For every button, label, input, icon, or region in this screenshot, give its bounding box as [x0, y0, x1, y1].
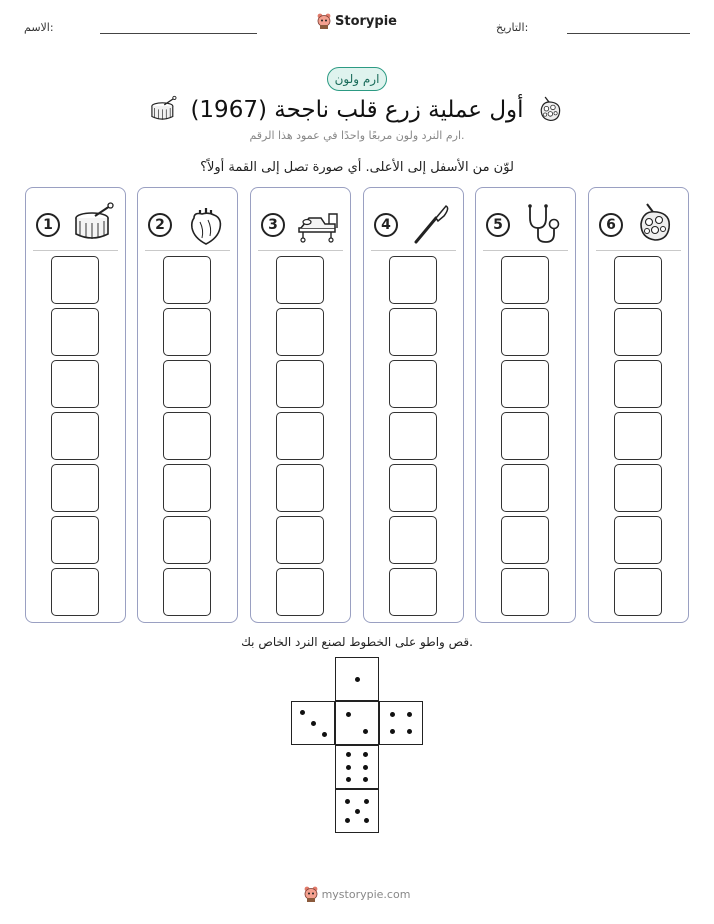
column-divider [145, 250, 230, 251]
drum-icon [148, 95, 178, 125]
color-square[interactable] [389, 360, 437, 408]
color-square[interactable] [51, 360, 99, 408]
dice-face-3 [291, 701, 335, 745]
hospital-bed-icon [295, 202, 341, 246]
date-line[interactable] [567, 33, 690, 34]
column-number: 5 [486, 213, 510, 237]
column-3 [250, 187, 351, 623]
color-square[interactable] [501, 256, 549, 304]
brand-logo [0, 13, 714, 29]
dice-pip [346, 777, 351, 782]
title-row [0, 92, 714, 128]
color-square[interactable] [389, 412, 437, 460]
heart-icon [182, 202, 228, 246]
color-square[interactable] [276, 360, 324, 408]
dice-pip [407, 712, 412, 717]
surgical-lamp-icon [536, 95, 566, 125]
color-square[interactable] [276, 256, 324, 304]
column-number: 6 [599, 213, 623, 237]
date-label: التاريخ: [496, 21, 529, 34]
dice-pip [364, 818, 369, 823]
storypie-mascot-icon [317, 13, 331, 29]
color-square[interactable] [501, 464, 549, 512]
color-square[interactable] [51, 412, 99, 460]
color-square[interactable] [614, 256, 662, 304]
dice-pip [363, 729, 368, 734]
dice-pip [300, 710, 305, 715]
dice-pip [355, 677, 360, 682]
dice-pip [345, 818, 350, 823]
color-square[interactable] [163, 568, 211, 616]
color-square[interactable] [163, 412, 211, 460]
dice-pip [363, 752, 368, 757]
dice-pip [346, 752, 351, 757]
color-square[interactable] [163, 308, 211, 356]
name-label: الاسم: [24, 21, 54, 34]
name-line[interactable] [100, 33, 257, 34]
color-square[interactable] [276, 516, 324, 564]
roll-and-color-badge: ارم ولون [327, 67, 387, 91]
color-square[interactable] [501, 412, 549, 460]
column-header [26, 196, 125, 248]
footer [0, 886, 714, 902]
column-divider [33, 250, 118, 251]
color-square[interactable] [614, 360, 662, 408]
dice-face-5 [335, 789, 379, 833]
color-square[interactable] [389, 464, 437, 512]
surgical-lamp-icon [633, 202, 679, 246]
color-square[interactable] [51, 516, 99, 564]
scalpel-icon [408, 202, 454, 246]
color-square[interactable] [276, 568, 324, 616]
dice-face-1 [335, 657, 379, 701]
color-square[interactable] [51, 308, 99, 356]
color-square[interactable] [163, 464, 211, 512]
color-square[interactable] [614, 464, 662, 512]
color-square[interactable] [389, 308, 437, 356]
column-header [364, 196, 463, 248]
dice-pip [390, 712, 395, 717]
footer-url[interactable]: mystorypie.com [321, 887, 411, 901]
dice-face-2 [335, 701, 379, 745]
color-square[interactable] [614, 308, 662, 356]
color-square[interactable] [501, 516, 549, 564]
column-header [251, 196, 350, 248]
color-square[interactable] [501, 568, 549, 616]
column-6 [588, 187, 689, 623]
stethoscope-icon [520, 202, 566, 246]
color-square[interactable] [276, 308, 324, 356]
column-5 [475, 187, 576, 623]
column-header [138, 196, 237, 248]
dice-pip [407, 729, 412, 734]
dice-pip [390, 729, 395, 734]
color-square[interactable] [501, 308, 549, 356]
column-2 [137, 187, 238, 623]
drum-icon [70, 202, 116, 246]
column-number: 3 [261, 213, 285, 237]
column-divider [596, 250, 681, 251]
brand-name: Storypie [335, 13, 397, 29]
dice-pip [346, 712, 351, 717]
subtitle: ارم النرد ولون مربعًا واحدًا في عمود هذا الرقم. [249, 129, 465, 142]
color-square[interactable] [51, 568, 99, 616]
color-square[interactable] [614, 568, 662, 616]
dice-face-6 [335, 745, 379, 789]
column-header [476, 196, 575, 248]
cut-instruction: قص واطو على الخطوط لصنع النرد الخاص بك. [241, 635, 473, 649]
color-square[interactable] [276, 412, 324, 460]
column-divider [483, 250, 568, 251]
page-title: أول عملية زرع قلب ناجحة (1967) [190, 97, 524, 123]
column-number: 4 [374, 213, 398, 237]
dice-pip [345, 799, 350, 804]
storypie-mascot-icon [304, 886, 318, 902]
instruction-text: لوّن من الأسفل إلى الأعلى. أي صورة تصل إلى القمة أولاً؟ [200, 160, 514, 175]
color-square[interactable] [51, 464, 99, 512]
color-square[interactable] [389, 516, 437, 564]
column-divider [258, 250, 343, 251]
color-square[interactable] [614, 516, 662, 564]
column-number: 1 [36, 213, 60, 237]
color-square[interactable] [389, 568, 437, 616]
dice-pip [346, 765, 351, 770]
dice-pip [355, 809, 360, 814]
dice-pip [322, 732, 327, 737]
dice-pip [311, 721, 316, 726]
dice-face-4 [379, 701, 423, 745]
color-square[interactable] [389, 256, 437, 304]
dice-pip [363, 765, 368, 770]
color-square[interactable] [501, 360, 549, 408]
color-square[interactable] [163, 256, 211, 304]
column-number: 2 [148, 213, 172, 237]
column-divider [371, 250, 456, 251]
column-1 [25, 187, 126, 623]
color-square[interactable] [163, 516, 211, 564]
color-square[interactable] [51, 256, 99, 304]
color-square[interactable] [614, 412, 662, 460]
dice-pip [364, 799, 369, 804]
color-square[interactable] [276, 464, 324, 512]
dice-pip [363, 777, 368, 782]
column-header [589, 196, 688, 248]
column-4 [363, 187, 464, 623]
color-square[interactable] [163, 360, 211, 408]
